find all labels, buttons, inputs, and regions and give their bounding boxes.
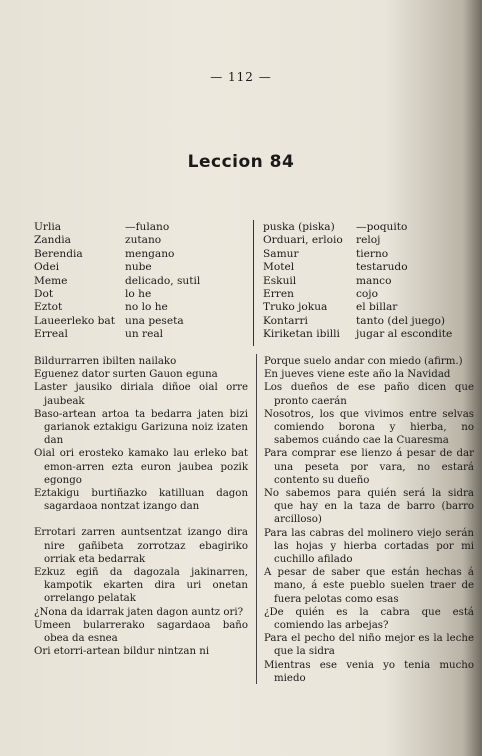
sentence: Porque suelo andar con miedo (afirm.) <box>264 356 463 367</box>
vocab-spanish-term: delicado, sutil <box>125 274 201 287</box>
vocab-basque-term: Odei <box>34 261 60 274</box>
vocab-basque-term: Erreal <box>34 328 68 341</box>
vocab-basque-term: puska (piska) <box>263 221 335 233</box>
sentence: A pesar de saber que están hechas á mano, á este pueblo suelen traer de fuera pelotas como esas <box>264 567 474 605</box>
vocab-spanish-term: lo he <box>125 288 152 301</box>
vocab-entry <box>34 288 250 301</box>
paragraph-gap <box>34 513 248 526</box>
sentence: Umeen bularrerako sagardaoa baño obea da esnea <box>34 619 248 645</box>
vocab-entry <box>34 301 250 314</box>
vocab-basque-term: Motel <box>263 261 295 274</box>
vocab-spanish-term: mengano <box>125 247 175 260</box>
lesson-title: Leccion 84 <box>187 152 295 172</box>
vocab-basque-term: Urlia <box>34 221 62 233</box>
vocab-spanish-term: no lo he <box>125 301 168 314</box>
sentences-divider <box>256 354 257 684</box>
vocab-entry <box>34 315 250 328</box>
vocab-basque-term: Laueerleko bat <box>34 314 115 327</box>
vocab-spanish-term: testarudo <box>356 261 408 274</box>
vocab-basque-term: Truko jokua <box>263 301 328 314</box>
sentence: Bildurrarren ibilten nailako <box>34 356 177 367</box>
vocabulary-divider <box>253 220 254 346</box>
vocab-basque-term: Orduari, erloio <box>263 234 343 247</box>
sentence: Eguenez dator surten Gauon eguna <box>34 369 218 381</box>
vocab-entry <box>263 288 482 301</box>
vocab-basque-term: Kiriketan ibilli <box>263 328 340 341</box>
vocab-spanish-term: tierno <box>356 247 389 260</box>
vocab-basque-term: Erren <box>263 288 294 301</box>
vocab-spanish-term: —poquito <box>356 221 408 233</box>
vocab-entry <box>34 328 250 341</box>
vocab-entry <box>263 234 482 247</box>
sentence: Para el pecho del niño mejor es la leche que la sidra <box>264 633 474 658</box>
vocab-spanish-term: una peseta <box>125 314 184 327</box>
sentence: Eztakigu burtiñazko katilluan dagon sagardaoa nontzat izango dan <box>34 488 248 513</box>
spanish-sentences-column <box>264 355 474 685</box>
vocab-basque-term: Kontarri <box>263 314 308 327</box>
vocab-entry <box>34 275 250 288</box>
vocab-spanish-term: manco <box>356 274 392 287</box>
sentence: Baso-artean artoa ta bedarra jaten bizi garianok eztakigu Garizuna noiz izaten dan <box>34 408 248 447</box>
vocab-entry <box>263 328 482 341</box>
vocab-spanish-term: jugar al escondite <box>356 328 453 341</box>
sentence: En jueves viene este año la Navidad <box>264 369 451 381</box>
vocab-spanish-term: tanto (del juego) <box>356 314 446 327</box>
vocab-spanish-term: —fulano <box>125 221 170 233</box>
vocab-entry <box>263 315 482 328</box>
sentence: Para comprar ese lienzo á pesar de dar una peseta por vara, no estará contento su dueño <box>264 448 474 486</box>
vocabulary-left-column <box>34 221 250 342</box>
sentence: Ori etorri-artean bildur nintzan ni <box>34 646 210 658</box>
vocab-basque-term: Samur <box>263 247 299 260</box>
vocab-basque-term: Eskuil <box>263 274 297 287</box>
sentence: No sabemos para quién será la sidra que hay en la taza de barro (barro arcilloso) <box>264 488 474 526</box>
sentence: Ezkuz egiñ da dagozala jakinarren, kampotik ekarten dira uri onetan orrelango pelatak <box>34 567 248 605</box>
vocab-basque-term: Berendia <box>34 247 83 260</box>
basque-sentences-column <box>34 355 248 658</box>
vocab-basque-term: Eztot <box>34 301 63 314</box>
vocabulary-right-column <box>263 221 482 342</box>
vocab-entry <box>34 248 250 261</box>
page-number: — 112 — <box>210 70 272 84</box>
vocab-spanish-term: el billar <box>356 301 398 314</box>
sentence: Mientras ese venia yo tenia mucho miedo <box>264 659 474 684</box>
vocab-spanish-term: un real <box>125 328 164 341</box>
vocab-spanish-term: reloj <box>356 234 381 247</box>
vocab-entry <box>263 248 482 261</box>
vocab-entry <box>263 261 482 274</box>
vocab-spanish-term: cojo <box>356 288 378 301</box>
vocab-entry <box>34 221 250 234</box>
vocab-basque-term: Zandia <box>34 234 71 247</box>
sentence: ¿Nona da idarrak jaten dagon auntz ori? <box>34 606 244 618</box>
sentence: Laster jausiko diriala diñoe oial orre jaubeak <box>34 382 248 407</box>
vocab-entry <box>263 301 482 314</box>
vocab-entry <box>34 234 250 247</box>
sentence: Para las cabras del molinero viejo serán las hojas y hierba cortadas por mi cuchillo afilado <box>264 527 474 566</box>
vocab-entry <box>34 261 250 274</box>
vocab-entry <box>263 275 482 288</box>
sentence: Oial ori erosteko kamako lau erleko bat emon-arren ezta euron jaubea pozik egongo <box>34 448 248 486</box>
sentence: Errotari zarren auntsentzat izango dira nire gañibeta zorrotzaz ebagiriko orriak eta bedarrak <box>34 527 248 565</box>
sentence: ¿De quién es la cabra que está comiendo las arbejas? <box>264 606 474 632</box>
sentence: Nosotros, los que vivimos entre selvas comiendo borona y hierba, no sabemos cuándo cae la Cuaresma <box>264 408 474 447</box>
vocab-spanish-term: zutano <box>125 234 162 247</box>
vocab-basque-term: Dot <box>34 288 54 301</box>
vocab-entry <box>263 221 482 234</box>
sentence: Los dueños de ese paño dicen que pronto caerán <box>264 382 474 407</box>
vocab-basque-term: Meme <box>34 274 68 287</box>
vocab-spanish-term: nube <box>125 261 152 274</box>
